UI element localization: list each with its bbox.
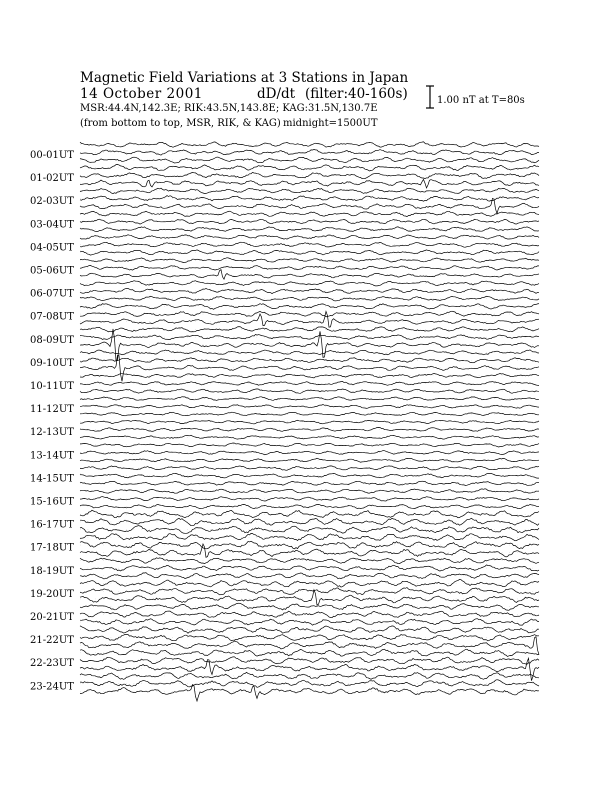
midnight-note: midnight=1500UT: [283, 118, 378, 129]
trace-line-msr: [80, 510, 539, 518]
trace-line-msr: [80, 420, 539, 424]
row-label: 00-01UT: [30, 150, 74, 161]
trace-line-rik: [80, 680, 539, 688]
trace-line-msr: [80, 258, 539, 263]
trace-line-rik: [80, 334, 539, 339]
chart-title: Magnetic Field Variations at 3 Stations in Japan: [80, 70, 409, 86]
row-label: 05-06UT: [30, 265, 74, 277]
trace-line-kag: [80, 389, 539, 393]
trace-line-kag: [80, 590, 539, 605]
trace-line-kag: [80, 270, 539, 280]
trace-line-kag: [80, 526, 539, 534]
trace-line-msr: [80, 397, 539, 401]
trace-order-note: (from bottom to top, MSR, RIK, & KAG): [80, 118, 281, 129]
trace-line-kag: [80, 504, 539, 508]
trace-line-rik: [80, 473, 539, 478]
row-label: 19-20UT: [30, 588, 74, 600]
trace-line-kag: [80, 296, 539, 301]
row-label: 21-22UT: [30, 635, 74, 647]
trace-line-rik: [80, 497, 539, 501]
trace-line-msr: [80, 350, 539, 355]
trace-line-msr: [80, 580, 539, 588]
row-label: 16-17UT: [30, 519, 74, 531]
trace-line-rik: [80, 172, 539, 178]
trace-line-msr: [80, 558, 539, 564]
trace-line-msr: [80, 374, 539, 378]
stations-info: MSR:44.4N,142.3E; RIK:43.5N,143.8E; KAG:31.5N,130.7E: [80, 103, 378, 114]
row-label: 20-21UT: [30, 612, 74, 623]
trace-line-msr: [80, 304, 539, 310]
row-label: 15-16UT: [30, 496, 74, 508]
trace-line-rik: [80, 518, 539, 525]
trace-line-kag: [80, 658, 539, 680]
trace-line-rik: [80, 266, 539, 271]
trace-line-rik: [80, 405, 539, 409]
trace-line-rik: [80, 381, 539, 385]
trace-line-kag: [80, 227, 539, 232]
row-label: 03-04UT: [30, 219, 74, 231]
trace-line-kag: [80, 157, 539, 163]
trace-line-kag: [80, 435, 539, 439]
trace-line-msr: [80, 327, 539, 332]
row-label: 08-09UT: [30, 334, 74, 346]
scale-label: 1.00 nT at T=80s: [437, 95, 525, 106]
row-label: 12-13UT: [30, 427, 74, 439]
trace-line-kag: [80, 329, 539, 361]
row-label: 18-19UT: [30, 565, 74, 577]
trace-line-rik: [80, 219, 539, 224]
trace-line-rik: [80, 311, 539, 317]
row-label: 09-10UT: [30, 357, 74, 369]
row-label: 11-12UT: [30, 404, 74, 416]
trace-line-kag: [80, 619, 539, 626]
trace-line-kag: [80, 544, 539, 557]
trace-line-msr: [80, 466, 539, 470]
trace-line-rik: [80, 242, 539, 247]
trace-line-rik: [80, 541, 539, 549]
trace-line-msr: [80, 443, 539, 447]
chart-date: 14 October 2001: [80, 86, 203, 102]
row-label: 22-23UT: [30, 658, 74, 670]
trace-line-rik: [80, 565, 539, 571]
trace-line-msr: [80, 281, 539, 286]
trace-line-rik: [80, 611, 539, 618]
row-label: 02-03UT: [30, 196, 74, 208]
trace-line-msr: [80, 165, 539, 172]
trace-line-rik: [80, 150, 539, 156]
row-label: 13-14UT: [30, 450, 74, 462]
trace-line-kag: [80, 458, 539, 462]
trace-line-msr: [80, 626, 539, 634]
trace-line-kag: [80, 179, 539, 188]
trace-line-rik: [80, 427, 539, 431]
row-label: 17-18UT: [30, 542, 74, 554]
row-label: 07-08UT: [30, 311, 74, 323]
trace-line-kag: [80, 685, 539, 702]
trace-line-msr: [80, 603, 539, 610]
trace-line-rik: [80, 289, 539, 294]
row-label: 10-11UT: [30, 381, 74, 392]
trace-line-rik: [80, 196, 539, 202]
row-label: 01-02UT: [30, 173, 74, 185]
trace-line-msr: [80, 672, 539, 679]
trace-line-kag: [80, 573, 539, 579]
trace-line-msr: [80, 489, 539, 493]
row-label: 04-05UT: [30, 242, 74, 254]
filter-label: (filter:40-160s): [305, 86, 408, 102]
trace-line-rik: [80, 657, 539, 664]
trace-line-msr: [80, 211, 539, 216]
trace-line-rik: [80, 634, 539, 641]
trace-line-rik: [80, 588, 539, 595]
trace-line-kag: [80, 250, 539, 255]
component-label: dD/dt: [257, 86, 296, 102]
trace-line-rik: [80, 358, 539, 363]
row-label: 23-24UT: [30, 681, 74, 693]
row-label: 14-15UT: [30, 473, 74, 485]
trace-line-msr: [80, 142, 539, 148]
trace-line-msr: [80, 188, 539, 193]
trace-line-kag: [80, 198, 539, 213]
trace-line-rik: [80, 451, 539, 455]
trace-line-msr: [80, 533, 539, 540]
trace-line-kag: [80, 481, 539, 485]
row-label: 06-07UT: [30, 288, 74, 300]
trace-line-kag: [80, 412, 539, 416]
trace-line-msr: [80, 649, 539, 656]
trace-line-msr: [80, 235, 539, 239]
